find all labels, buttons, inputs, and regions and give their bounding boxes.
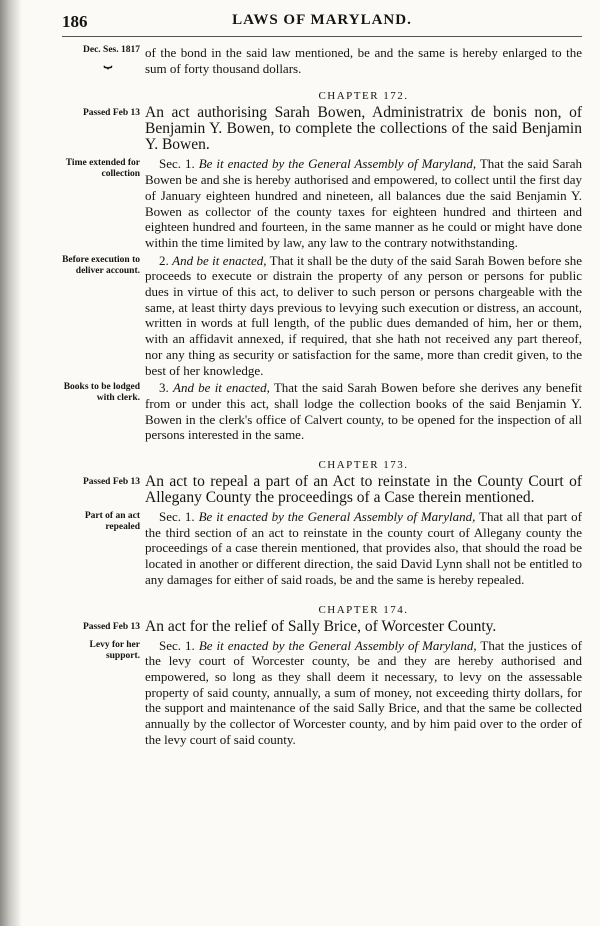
section-number: 3. — [159, 380, 169, 396]
section-margin-note: Part of an act repealed — [84, 511, 140, 533]
enacting-clause: Be it enacted by the General Assembly of Maryland, — [198, 637, 477, 653]
section-text — [145, 253, 582, 379]
section-row — [62, 253, 582, 379]
running-head — [62, 10, 582, 37]
section-number: 2. — [159, 252, 169, 268]
act-title: An act for the relief of Sally Brice, of Worcester County. — [145, 617, 497, 635]
section-text — [145, 638, 582, 748]
document-page — [62, 10, 582, 748]
section-body: That all that part of the third section of an act to reinstate in the county court of Allegany county the proceedings of a case therein mentioned, that provides also, that should the road be located in another or different direction, the said David Lynn shall not be entitled to any damages for either of said roads, be and the same is hereby repealed. — [145, 509, 582, 587]
section-body: That it shall be the duty of the said Sarah Bowen before she proceeds to execute or distrain the property of any person or persons for public dues in virtue of this act, to deliver to such person or persons chargeable with the same, at least thirty days previous to levying such execution or distress, an account, written in words at full length, of the public dues demanded of him, her or them, with an affidavit annexed, if required, that she hath not received any part thereof, nor any thing as security or satisfaction for the same, more than credit given, to the best of her knowledge. — [145, 252, 582, 378]
section-body: That the said Sarah Bowen be and she is hereby authorised and empowered, to collect until the first day of January eighteen hundred and nineteen, all balances due the said Benjamin Y. Bowen as collector of the county taxes for eighteen hundred and thirteen and eighteen hundred and fourteen, in the same manner as he could or might have done within the time limited by law, any law to the contrary notwithstanding. — [145, 156, 583, 250]
enacting-clause: And be it enacted, — [172, 252, 267, 268]
section-margin-note: Books to be lodged with clerk. — [63, 382, 140, 404]
act-title-row — [62, 105, 582, 153]
section-margin-note: Time extended for collection — [65, 158, 140, 180]
running-title: LAWS OF MARYLAND. — [232, 12, 412, 28]
section-text — [145, 380, 582, 443]
session-margin-note: Dec. Ses. 1817 ⏟ — [62, 45, 140, 67]
enacting-clause: Be it enacted by the General Assembly of Maryland, — [198, 509, 476, 525]
enacting-clause: And be it enacted, — [173, 380, 270, 396]
section-margin-note: Before execution to deliver account. — [62, 254, 140, 276]
chapter-heading: CHAPTER 172. — [318, 90, 409, 103]
section-row — [62, 156, 582, 250]
continuation-text: of the bond in the said law mentioned, be and the same is hereby enlarged to the sum of forty thousand dollars. — [145, 45, 582, 76]
act-title: An act to repeal a part of an Act to reinstate in the County Court of Allegany County the proceedings of a Case therein mentioned. — [145, 473, 582, 507]
act-title-row — [62, 619, 582, 635]
act-title: An act authorising Sarah Bowen, Administratrix de bonis non, of Benjamin Y. Bowen, to complete the collections of the said Benjamin Y. Bowen. — [145, 104, 582, 154]
margin-brace: ⏟ — [103, 54, 113, 69]
section-text — [145, 509, 582, 588]
page-number: 186 — [62, 12, 88, 31]
section-row — [62, 509, 582, 588]
section-row — [62, 638, 582, 748]
passed-date-note: Passed Feb 13 — [83, 108, 140, 119]
section-number: Sec. 1. — [159, 637, 195, 653]
continuation-block — [62, 45, 582, 76]
page-edge-shadow — [0, 0, 22, 926]
section-number: Sec. 1. — [159, 156, 195, 172]
passed-date-note: Passed Feb 13 — [83, 621, 140, 632]
section-row — [62, 380, 582, 443]
act-title-row — [62, 474, 582, 506]
section-body: That the justices of the levy court of Worcester county, be and they are hereby authorised and empowered, so long as they shall deem it necessary, to levy on the assessable property of said county, annually, a sum of money, not exceeding thirty dollars, for the support and maintenance of the said Sally Brice, and that the same be collected annually by the collector of Worcester county, and by him paid over to the order of the levy court of said county. — [145, 637, 583, 747]
section-body: That the said Sarah Bowen before she derives any benefit from or under this act, shall lodge the collection books of the said Benjamin Y. Bowen in the clerk's office of Calvert county, to be opened for the inspection of all persons interested in the same. — [145, 380, 583, 443]
enacting-clause: Be it enacted by the General Assembly of Maryland, — [198, 156, 477, 172]
section-number: Sec. 1. — [159, 509, 195, 525]
chapter-heading: CHAPTER 173. — [318, 459, 409, 472]
section-margin-note: Levy for her support. — [89, 639, 140, 661]
chapter-heading: CHAPTER 174. — [318, 603, 409, 616]
passed-date-note: Passed Feb 13 — [83, 477, 140, 488]
section-text — [145, 156, 582, 250]
